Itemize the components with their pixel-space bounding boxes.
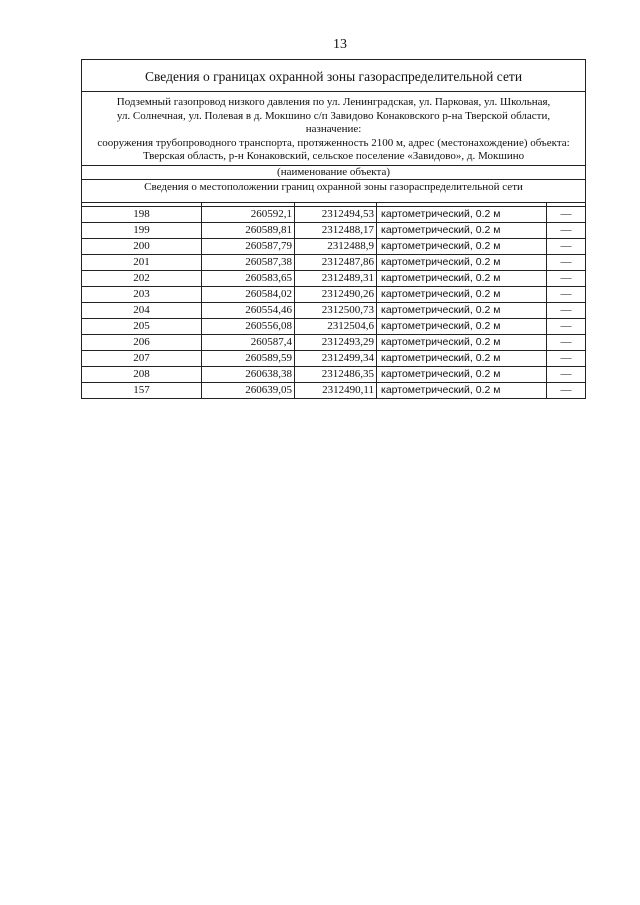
y-coordinate-cell: 2312493,29: [295, 334, 377, 350]
object-description-line: сооружения трубопроводного транспорта, протяженность 2100 м, адрес (местонахождение) объекта:: [97, 136, 570, 149]
table-row: [82, 302, 586, 318]
x-coordinate-cell: 260587,38: [202, 254, 295, 270]
object-caption: (наименование объекта): [82, 165, 586, 179]
table-row: [82, 286, 586, 302]
x-coordinate-cell: 260592,1: [202, 206, 295, 222]
method-cell: картометрический, 0.2 м: [377, 254, 547, 270]
point-number-cell: 157: [82, 382, 202, 398]
method-cell: картометрический, 0.2 м: [377, 318, 547, 334]
x-coordinate-cell: 260583,65: [202, 270, 295, 286]
x-coordinate-cell: 260638,38: [202, 366, 295, 382]
note-cell: —: [547, 318, 586, 334]
note-cell: —: [547, 334, 586, 350]
section-title: Сведения о местоположении границ охранной зоны газораспределительной сети: [82, 179, 586, 202]
x-coordinate-cell: 260587,79: [202, 238, 295, 254]
boundary-table: [81, 59, 586, 399]
point-number-cell: 198: [82, 206, 202, 222]
point-number-cell: 203: [82, 286, 202, 302]
object-description-line: Тверская область, р-н Конаковский, сельское поселение «Завидово», д. Мокшино: [142, 150, 525, 162]
y-coordinate-cell: 2312500,73: [295, 302, 377, 318]
method-cell: картометрический, 0.2 м: [377, 366, 547, 382]
x-coordinate-cell: 260589,59: [202, 350, 295, 366]
method-cell: картометрический, 0.2 м: [377, 286, 547, 302]
point-number-cell: 206: [82, 334, 202, 350]
x-coordinate-cell: 260556,08: [202, 318, 295, 334]
method-cell: картометрический, 0.2 м: [377, 270, 547, 286]
table-row: [82, 350, 586, 366]
point-number-cell: 200: [82, 238, 202, 254]
y-coordinate-cell: 2312486,35: [295, 366, 377, 382]
table-row: [82, 206, 586, 222]
table-row: [82, 238, 586, 254]
note-cell: —: [547, 206, 586, 222]
note-cell: —: [547, 254, 586, 270]
point-number-cell: 201: [82, 254, 202, 270]
table-row: [82, 318, 586, 334]
point-number-cell: 204: [82, 302, 202, 318]
point-number-cell: 199: [82, 222, 202, 238]
note-cell: —: [547, 366, 586, 382]
method-cell: картометрический, 0.2 м: [377, 382, 547, 398]
point-number-cell: 205: [82, 318, 202, 334]
method-cell: картометрический, 0.2 м: [377, 350, 547, 366]
y-coordinate-cell: 2312490,26: [295, 286, 377, 302]
page-number: 13: [333, 37, 347, 52]
x-coordinate-cell: 260589,81: [202, 222, 295, 238]
table-row: [82, 270, 586, 286]
x-coordinate-cell: 260639,05: [202, 382, 295, 398]
method-cell: картометрический, 0.2 м: [377, 238, 547, 254]
note-cell: —: [547, 238, 586, 254]
table-row: [82, 222, 586, 238]
object-description: [82, 92, 586, 166]
note-cell: —: [547, 382, 586, 398]
y-coordinate-cell: 2312490,11: [295, 382, 377, 398]
y-coordinate-cell: 2312499,34: [295, 350, 377, 366]
object-description-line: ул. Солнечная, ул. Полевая в д. Мокшино с/п Завидово Конаковского р-на Тверской области, назначение:: [116, 109, 551, 135]
y-coordinate-cell: 2312504,6: [295, 318, 377, 334]
point-number-cell: 207: [82, 350, 202, 366]
note-cell: —: [547, 302, 586, 318]
x-coordinate-cell: 260584,02: [202, 286, 295, 302]
method-cell: картометрический, 0.2 м: [377, 302, 547, 318]
point-number-cell: 202: [82, 270, 202, 286]
object-description-line: Подземный газопровод низкого давления по ул. Ленинградская, ул. Парковая, ул. Школьная,: [116, 96, 551, 108]
x-coordinate-cell: 260587,4: [202, 334, 295, 350]
coordinate-rows: [82, 206, 586, 398]
table-row: [82, 254, 586, 270]
note-cell: —: [547, 350, 586, 366]
y-coordinate-cell: 2312489,31: [295, 270, 377, 286]
table-row: [82, 382, 586, 398]
y-coordinate-cell: 2312488,9: [295, 238, 377, 254]
y-coordinate-cell: 2312488,17: [295, 222, 377, 238]
y-coordinate-cell: 2312494,53: [295, 206, 377, 222]
point-number-cell: 208: [82, 366, 202, 382]
method-cell: картометрический, 0.2 м: [377, 206, 547, 222]
method-cell: картометрический, 0.2 м: [377, 222, 547, 238]
note-cell: —: [547, 286, 586, 302]
note-cell: —: [547, 222, 586, 238]
method-cell: картометрический, 0.2 м: [377, 334, 547, 350]
table-title: Сведения о границах охранной зоны газораспределительной сети: [82, 60, 586, 92]
y-coordinate-cell: 2312487,86: [295, 254, 377, 270]
table-row: [82, 366, 586, 382]
note-cell: —: [547, 270, 586, 286]
table-row: [82, 334, 586, 350]
x-coordinate-cell: 260554,46: [202, 302, 295, 318]
